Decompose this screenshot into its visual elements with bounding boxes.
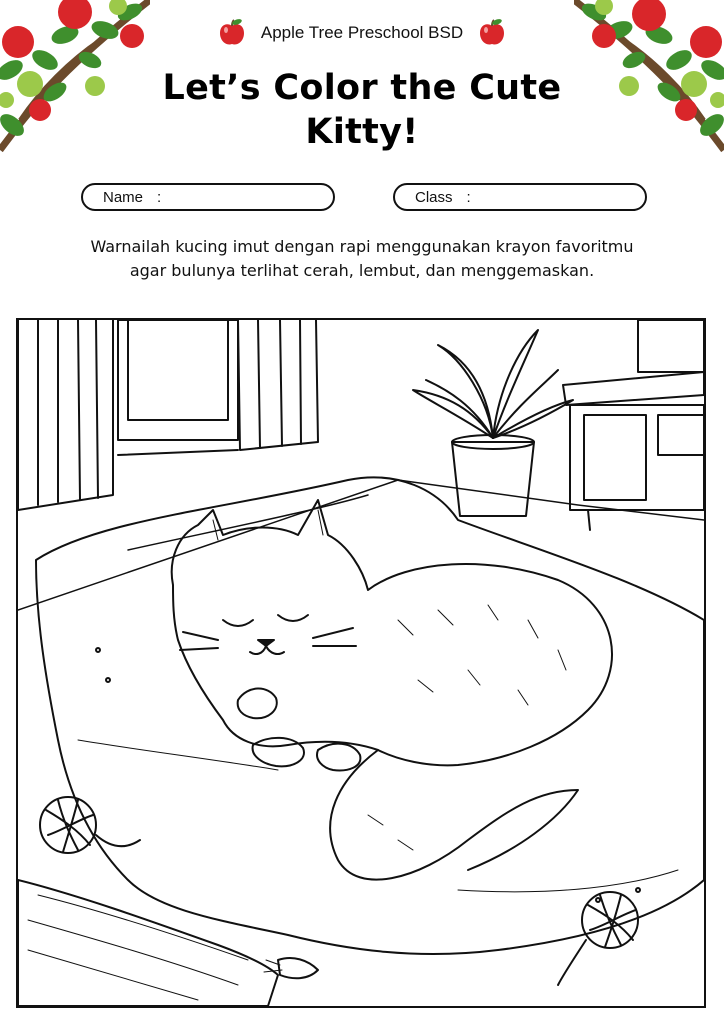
title-line-1: Let’s Color the Cute: [162, 68, 562, 108]
cat: [172, 500, 612, 880]
yarn-ball-left: [40, 797, 140, 853]
window: [118, 320, 238, 455]
coloring-artwork: [16, 318, 706, 1008]
page-title: [0, 66, 724, 154]
class-separator: :: [466, 188, 471, 206]
class-field[interactable]: [393, 183, 647, 211]
school-header: [0, 18, 724, 48]
curtain-left: [18, 320, 113, 510]
pillow: [36, 477, 704, 954]
instructions: [40, 235, 684, 283]
kitty-line-art: [18, 320, 704, 1006]
title-line-2: Kitty!: [305, 112, 419, 152]
potted-plant: [413, 330, 573, 516]
apple-icon: [477, 18, 507, 48]
apple-icon: [217, 18, 247, 48]
tv-cabinet: [563, 320, 704, 530]
name-field[interactable]: [81, 183, 335, 211]
curtain-right: [238, 320, 318, 450]
instructions-line-2: agar bulunya terlihat cerah, lembut, dan menggemaskan.: [129, 261, 595, 280]
class-label: Class: [415, 188, 453, 206]
blanket: [18, 880, 318, 1006]
school-name: Apple Tree Preschool BSD: [260, 23, 464, 42]
name-separator: :: [157, 188, 162, 206]
instructions-line-1: Warnailah kucing imut dengan rapi menggunakan krayon favoritmu: [90, 237, 634, 256]
name-label: Name: [103, 188, 144, 206]
